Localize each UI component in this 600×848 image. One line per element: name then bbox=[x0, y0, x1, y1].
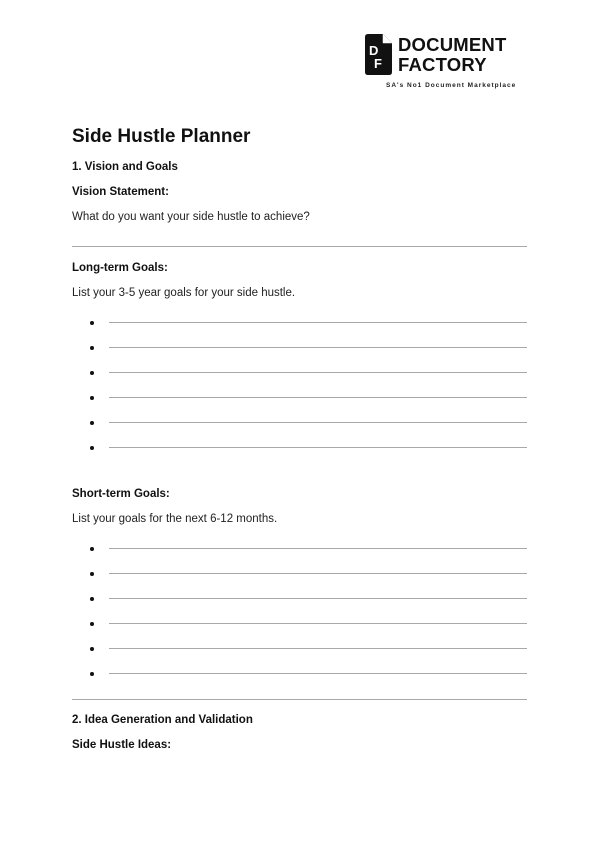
svg-text:D: D bbox=[369, 43, 379, 58]
short-term-goals-label: Short-term Goals: bbox=[72, 488, 170, 500]
vision-statement-label: Vision Statement: bbox=[72, 186, 169, 198]
side-hustle-ideas-label: Side Hustle Ideas: bbox=[72, 739, 172, 751]
bullet-icon bbox=[90, 396, 94, 400]
long-term-goals-prompt: List your 3-5 year goals for your side hustle. bbox=[72, 287, 296, 299]
bullet-icon bbox=[90, 597, 94, 601]
brand-name-line2: FACTORY bbox=[398, 54, 487, 75]
long-term-goal-line-2[interactable] bbox=[109, 347, 527, 348]
vision-answer-line[interactable] bbox=[72, 246, 527, 247]
section-heading-vision-goals: 1. Vision and Goals bbox=[72, 161, 178, 173]
long-term-goals-label: Long-term Goals: bbox=[72, 262, 168, 274]
short-term-goals-prompt: List your goals for the next 6-12 months. bbox=[72, 513, 278, 525]
bullet-icon bbox=[90, 647, 94, 651]
brand-name-line1: DOCUMENT bbox=[398, 34, 507, 55]
svg-text:F: F bbox=[374, 56, 382, 71]
bullet-icon bbox=[90, 672, 94, 676]
long-term-goal-line-5[interactable] bbox=[109, 422, 527, 423]
bullet-icon bbox=[90, 321, 94, 325]
document-factory-logo-icon bbox=[365, 34, 392, 75]
short-term-goal-line-3[interactable] bbox=[109, 598, 527, 599]
vision-statement-prompt: What do you want your side hustle to achieve? bbox=[72, 211, 310, 223]
short-term-goal-line-6[interactable] bbox=[109, 673, 527, 674]
long-term-goal-line-4[interactable] bbox=[109, 397, 527, 398]
bullet-icon bbox=[90, 446, 94, 450]
bullet-icon bbox=[90, 547, 94, 551]
bullet-icon bbox=[90, 622, 94, 626]
short-term-goal-line-5[interactable] bbox=[109, 648, 527, 649]
long-term-goal-line-6[interactable] bbox=[109, 447, 527, 448]
page-title: Side Hustle Planner bbox=[72, 126, 251, 147]
bullet-icon bbox=[90, 572, 94, 576]
long-term-goal-line-1[interactable] bbox=[109, 322, 527, 323]
brand-tagline: SA's No1 Document Marketplace bbox=[386, 82, 517, 89]
bullet-icon bbox=[90, 421, 94, 425]
bullet-icon bbox=[90, 346, 94, 350]
short-term-goal-line-1[interactable] bbox=[109, 548, 527, 549]
long-term-goal-line-3[interactable] bbox=[109, 372, 527, 373]
section-heading-idea-generation: 2. Idea Generation and Validation bbox=[72, 714, 253, 726]
section-divider bbox=[72, 699, 527, 700]
bullet-icon bbox=[90, 371, 94, 375]
short-term-goal-line-2[interactable] bbox=[109, 573, 527, 574]
short-term-goal-line-4[interactable] bbox=[109, 623, 527, 624]
